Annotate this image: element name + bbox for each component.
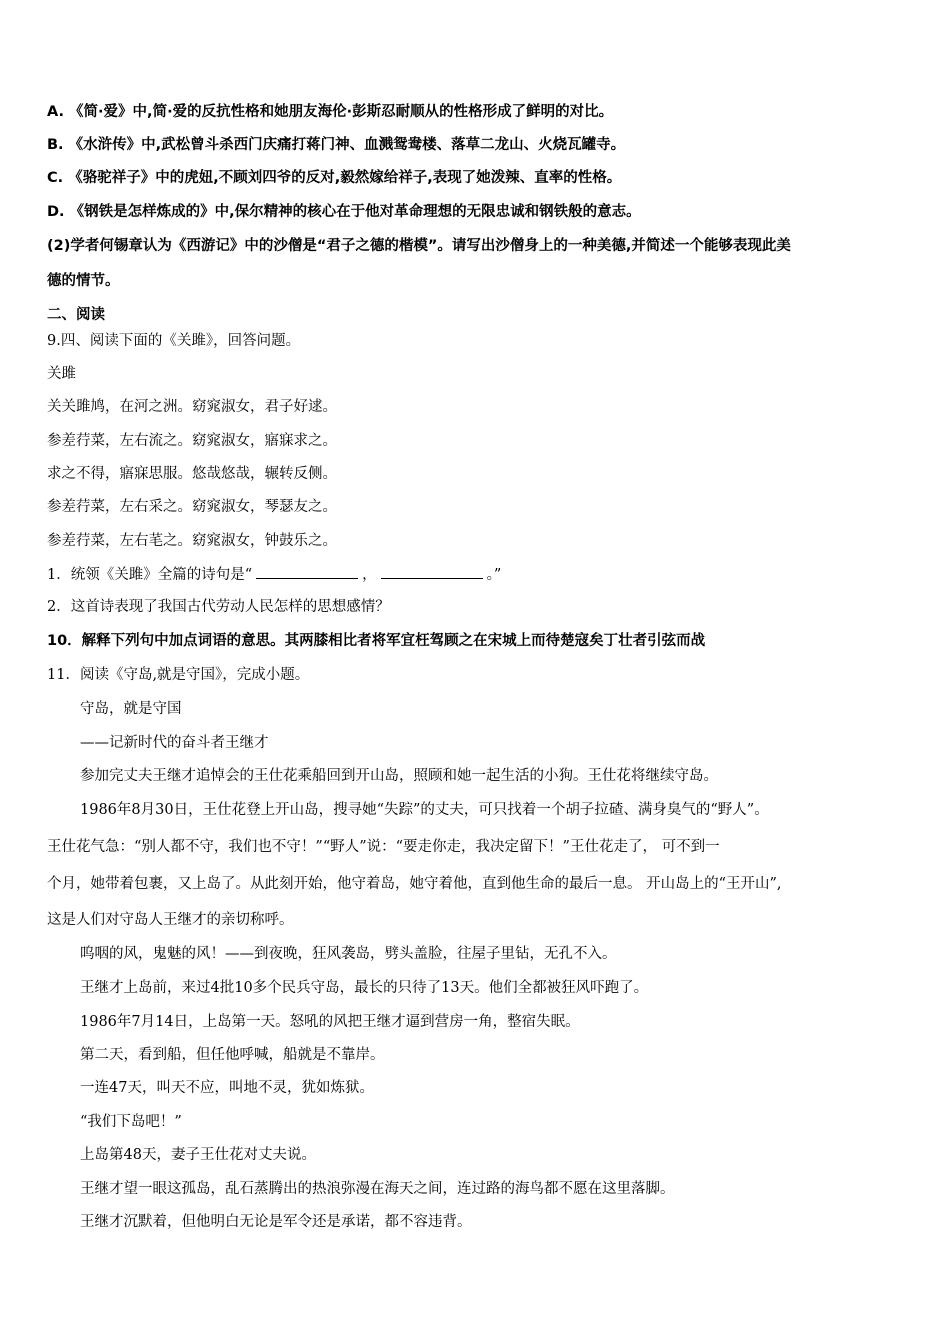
poem-title: 关雎 xyxy=(47,366,76,382)
article-paragraph: 一连47天，叫天不应，叫地不灵，犹如炼狱。 xyxy=(80,1080,374,1096)
option-d: D. 《钢铁是怎样炼成的》中,保尔精神的核心在于他对革命理想的无限忠诚和钢铁般的意志。 xyxy=(47,204,641,220)
article-paragraph: 王继才沉默着，但他明白无论是军令还是承诺，都不容违背。 xyxy=(80,1214,472,1230)
option-b: B. 《水浒传》中,武松曾斗杀西门庆痛打蒋门神、血溅鸳鸯楼、落草二龙山、火烧瓦罐寺。 xyxy=(47,137,626,153)
answer-blank-2[interactable] xyxy=(381,564,483,579)
question-9-1-suffix: 。” xyxy=(486,567,502,583)
article-paragraph: 上岛第48天，妻子王仕花对丈夫说。 xyxy=(80,1147,316,1163)
article-title: 守岛，就是守国 xyxy=(80,701,182,717)
question-11: 11．阅读《守岛,就是守国》，完成小题。 xyxy=(47,667,310,683)
article-subtitle: ——记新时代的奋斗者王继才 xyxy=(80,735,269,751)
article-paragraph: 个月，她带着包裹，又上岛了。从此刻开始，他守着岛，她守着他，直到他生命的最后一息。 开山岛上的“王开山”, xyxy=(47,876,782,892)
poem-line: 参差荇菜，左右流之。窈窕淑女，寤寐求之。 xyxy=(47,433,337,449)
section-title: 二、阅读 xyxy=(47,307,105,323)
question-2-line-2: 德的情节。 xyxy=(47,273,120,289)
poem-line: 关关雎鸠，在河之洲。窈窕淑女，君子好逑。 xyxy=(47,399,337,415)
article-paragraph: 王仕花气急：“别人都不守，我们也不守！”“野人”说：“要走你走，我决定留下！”王仕花走了， 可不到一 xyxy=(47,839,720,855)
question-9-1-prefix: 1．统领《关雎》全篇的诗句是“ xyxy=(47,567,253,583)
poem-line: 求之不得，寤寐思服。悠哉悠哉，辗转反侧。 xyxy=(47,466,337,482)
article-paragraph: 王继才上岛前，来过4批10多个民兵守岛，最长的只待了13天。他们全都被狂风吓跑了。 xyxy=(80,980,649,996)
question-2-line-1: (2)学者何锡章认为《西游记》中的沙僧是“君子之德的楷模”。请写出沙僧身上的一种美德,并简述一个能够表现此美 xyxy=(47,238,791,254)
answer-blank-1[interactable] xyxy=(256,564,358,579)
question-9-2: 2．这首诗表现了我国古代劳动人民怎样的思想感情？ xyxy=(47,599,390,615)
option-a: A. 《简·爱》中,简·爱的反抗性格和她朋友海伦·彭斯忍耐顺从的性格形成了鲜明的对比。 xyxy=(47,104,614,120)
article-paragraph: 第二天，看到船，但任他呼喊，船就是不靠岸。 xyxy=(80,1047,385,1063)
article-paragraph: “我们下岛吧！” xyxy=(80,1114,182,1130)
option-c: C. 《骆驼祥子》中的虎妞,不顾刘四爷的反对,毅然嫁给祥子,表现了她泼辣、直率的性格。 xyxy=(47,170,622,186)
question-9: 9.四、阅读下面的《关雎》，回答问题。 xyxy=(47,333,301,349)
article-paragraph: 呜咽的风，鬼魅的风！——到夜晚，狂风袭岛，劈头盖脸，往屋子里钻，无孔不入。 xyxy=(80,946,617,962)
article-paragraph: 1986年7月14日，上岛第一天。怒吼的风把王继才逼到营房一角，整宿失眠。 xyxy=(80,1014,580,1030)
question-9-1 xyxy=(47,564,920,585)
article-paragraph: 1986年8月30日，王仕花登上开山岛，搜寻她“失踪”的丈夫，可只找着一个胡子拉碴、满身臭气的“野人”。 xyxy=(80,802,769,818)
question-10: 10．解释下列句中加点词语的意思。其两膝相比者将军宜枉驾顾之在宋城上而待楚寇矣丁壮者引弦而战 xyxy=(47,633,706,649)
article-paragraph: 这是人们对守岛人王继才的亲切称呼。 xyxy=(47,912,294,928)
article-paragraph: 参加完丈夫王继才追悼会的王仕花乘船回到开山岛，照顾和她一起生活的小狗。王仕花将继续守岛。 xyxy=(80,768,718,784)
article-paragraph: 王继才望一眼这孤岛，乱石蒸腾出的热浪弥漫在海天之间，连过路的海鸟都不愿在这里落脚。 xyxy=(80,1181,675,1197)
poem-line: 参差荇菜，左右芼之。窈窕淑女，钟鼓乐之。 xyxy=(47,533,337,549)
poem-line: 参差荇菜，左右采之。窈窕淑女，琴瑟友之。 xyxy=(47,499,337,515)
question-9-1-separator: ， xyxy=(362,567,377,583)
